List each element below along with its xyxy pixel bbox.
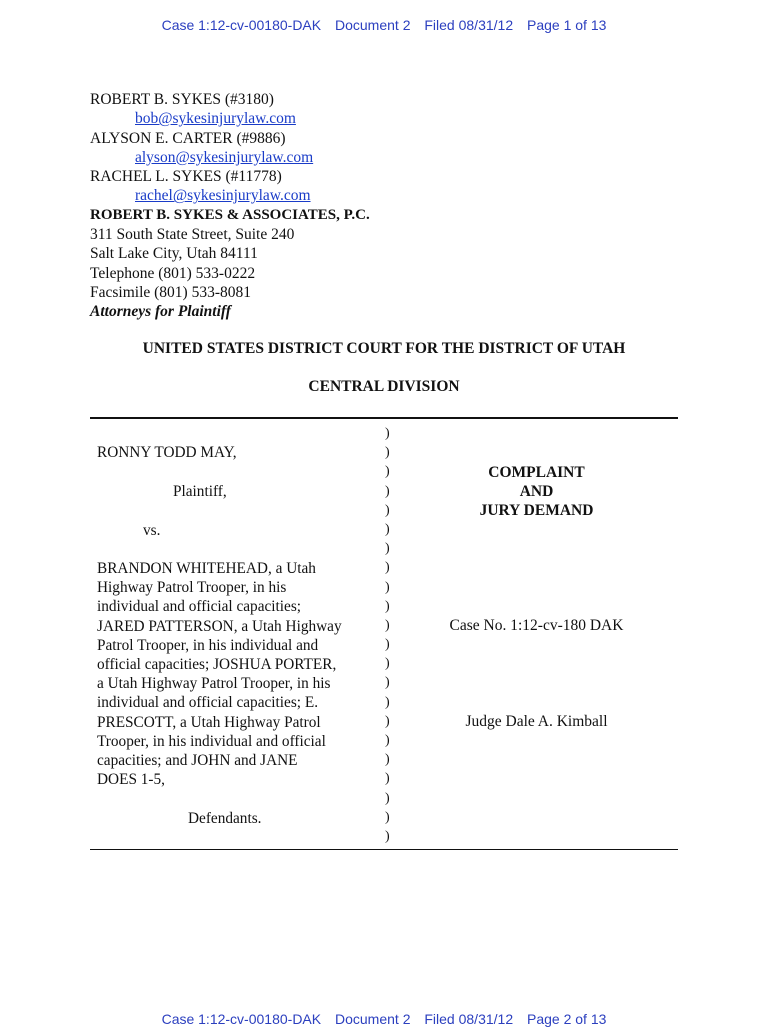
header-case-number: Case 1:12-cv-00180-DAK (161, 17, 322, 33)
caption-paren: ) (385, 656, 390, 672)
caption-paren: ) (385, 541, 390, 557)
defendants-line: JARED PATTERSON, a Utah Highway (97, 617, 342, 635)
header-case-number: Case 1:12-cv-00180-DAK (161, 1011, 322, 1027)
page-header-next (0, 1011, 768, 1027)
caption-paren: ) (385, 637, 390, 653)
header-filed-date: Filed 08/31/12 (424, 1011, 514, 1027)
caption-paren: ) (385, 579, 390, 595)
header-document: Document 2 (335, 17, 411, 33)
caption-paren: ) (385, 752, 390, 768)
defendants-line: PRESCOTT, a Utah Highway Patrol (97, 713, 321, 731)
defendants-line: official capacities; JOSHUA PORTER, (97, 656, 337, 674)
attorney-role: Attorneys for Plaintiff (90, 303, 231, 321)
defendants-line: individual and official capacities; (97, 598, 302, 616)
versus-label: vs. (143, 522, 161, 539)
caption-paren: ) (385, 771, 390, 787)
header-page: Page 2 of 13 (527, 1011, 607, 1027)
caption-paren: ) (385, 694, 390, 710)
court-division: CENTRAL DIVISION (308, 378, 460, 395)
firm-name: ROBERT B. SYKES & ASSOCIATES, P.C. (90, 206, 370, 223)
caption-paren: ) (385, 483, 390, 499)
court-title: UNITED STATES DISTRICT COURT FOR THE DISTRICT OF UTAH (142, 340, 626, 357)
attorney-email-link[interactable]: alyson@sykesinjurylaw.com (135, 148, 314, 166)
plaintiff-label: Plaintiff, (173, 483, 227, 500)
caption-paren: ) (385, 445, 390, 461)
judge-name: Judge Dale A. Kimball (465, 713, 608, 730)
header-document: Document 2 (335, 1011, 411, 1027)
attorney-name: ALYSON E. CARTER (#9886) (90, 129, 286, 147)
firm-facsimile: Facsimile (801) 533-8081 (90, 283, 252, 301)
defendants-line: DOES 1-5, (97, 771, 165, 789)
caption-paren: ) (385, 713, 390, 729)
caption-paren: ) (385, 521, 390, 537)
caption-paren: ) (385, 790, 390, 806)
document-title-line: JURY DEMAND (479, 502, 594, 520)
plaintiff-name: RONNY TODD MAY, (97, 444, 237, 461)
caption-paren: ) (385, 426, 390, 441)
case-number: Case No. 1:12-cv-180 DAK (449, 617, 624, 634)
caption-paren: ) (385, 809, 390, 825)
document-title-line: AND (519, 483, 554, 501)
firm-address-line2: Salt Lake City, Utah 84111 (90, 245, 258, 263)
attorney-block (90, 90, 370, 322)
defendants-label: Defendants. (188, 810, 262, 827)
defendants-list (97, 559, 382, 789)
defendants-line: Patrol Trooper, in his individual and (97, 636, 319, 654)
defendants-line: BRANDON WHITEHEAD, a Utah (97, 560, 316, 577)
caption-paren: ) (385, 828, 390, 844)
attorney-name: RACHEL L. SYKES (#11778) (90, 168, 282, 186)
attorney-name: ROBERT B. SYKES (#3180) (90, 91, 274, 108)
defendants-line: capacities; and JOHN and JANE (97, 752, 298, 770)
caption-paren-column (385, 424, 390, 846)
defendants-line: a Utah Highway Patrol Trooper, in his (97, 675, 331, 693)
page-header-top (0, 17, 768, 33)
header-filed-date: Filed 08/31/12 (424, 17, 514, 33)
caption-paren: ) (385, 598, 390, 614)
attorney-email-link[interactable]: bob@sykesinjurylaw.com (135, 110, 296, 128)
firm-address-line1: 311 South State Street, Suite 240 (90, 226, 295, 244)
caption-paren: ) (385, 617, 390, 633)
firm-telephone: Telephone (801) 533-0222 (90, 264, 256, 282)
defendants-line: Trooper, in his individual and official (97, 732, 326, 750)
caption-paren: ) (385, 502, 390, 518)
header-page: Page 1 of 13 (527, 17, 607, 33)
document-title (395, 463, 678, 521)
caption-top-rule (90, 417, 678, 419)
attorney-email-link[interactable]: rachel@sykesinjurylaw.com (135, 187, 311, 205)
caption-paren: ) (385, 560, 390, 576)
caption-bottom-rule (90, 849, 678, 850)
document-title-line: COMPLAINT (488, 464, 585, 481)
caption-paren: ) (385, 675, 390, 691)
caption-paren: ) (385, 464, 390, 480)
caption-paren: ) (385, 733, 390, 748)
defendants-line: individual and official capacities; E. (97, 694, 319, 712)
defendants-line: Highway Patrol Trooper, in his (97, 579, 287, 597)
